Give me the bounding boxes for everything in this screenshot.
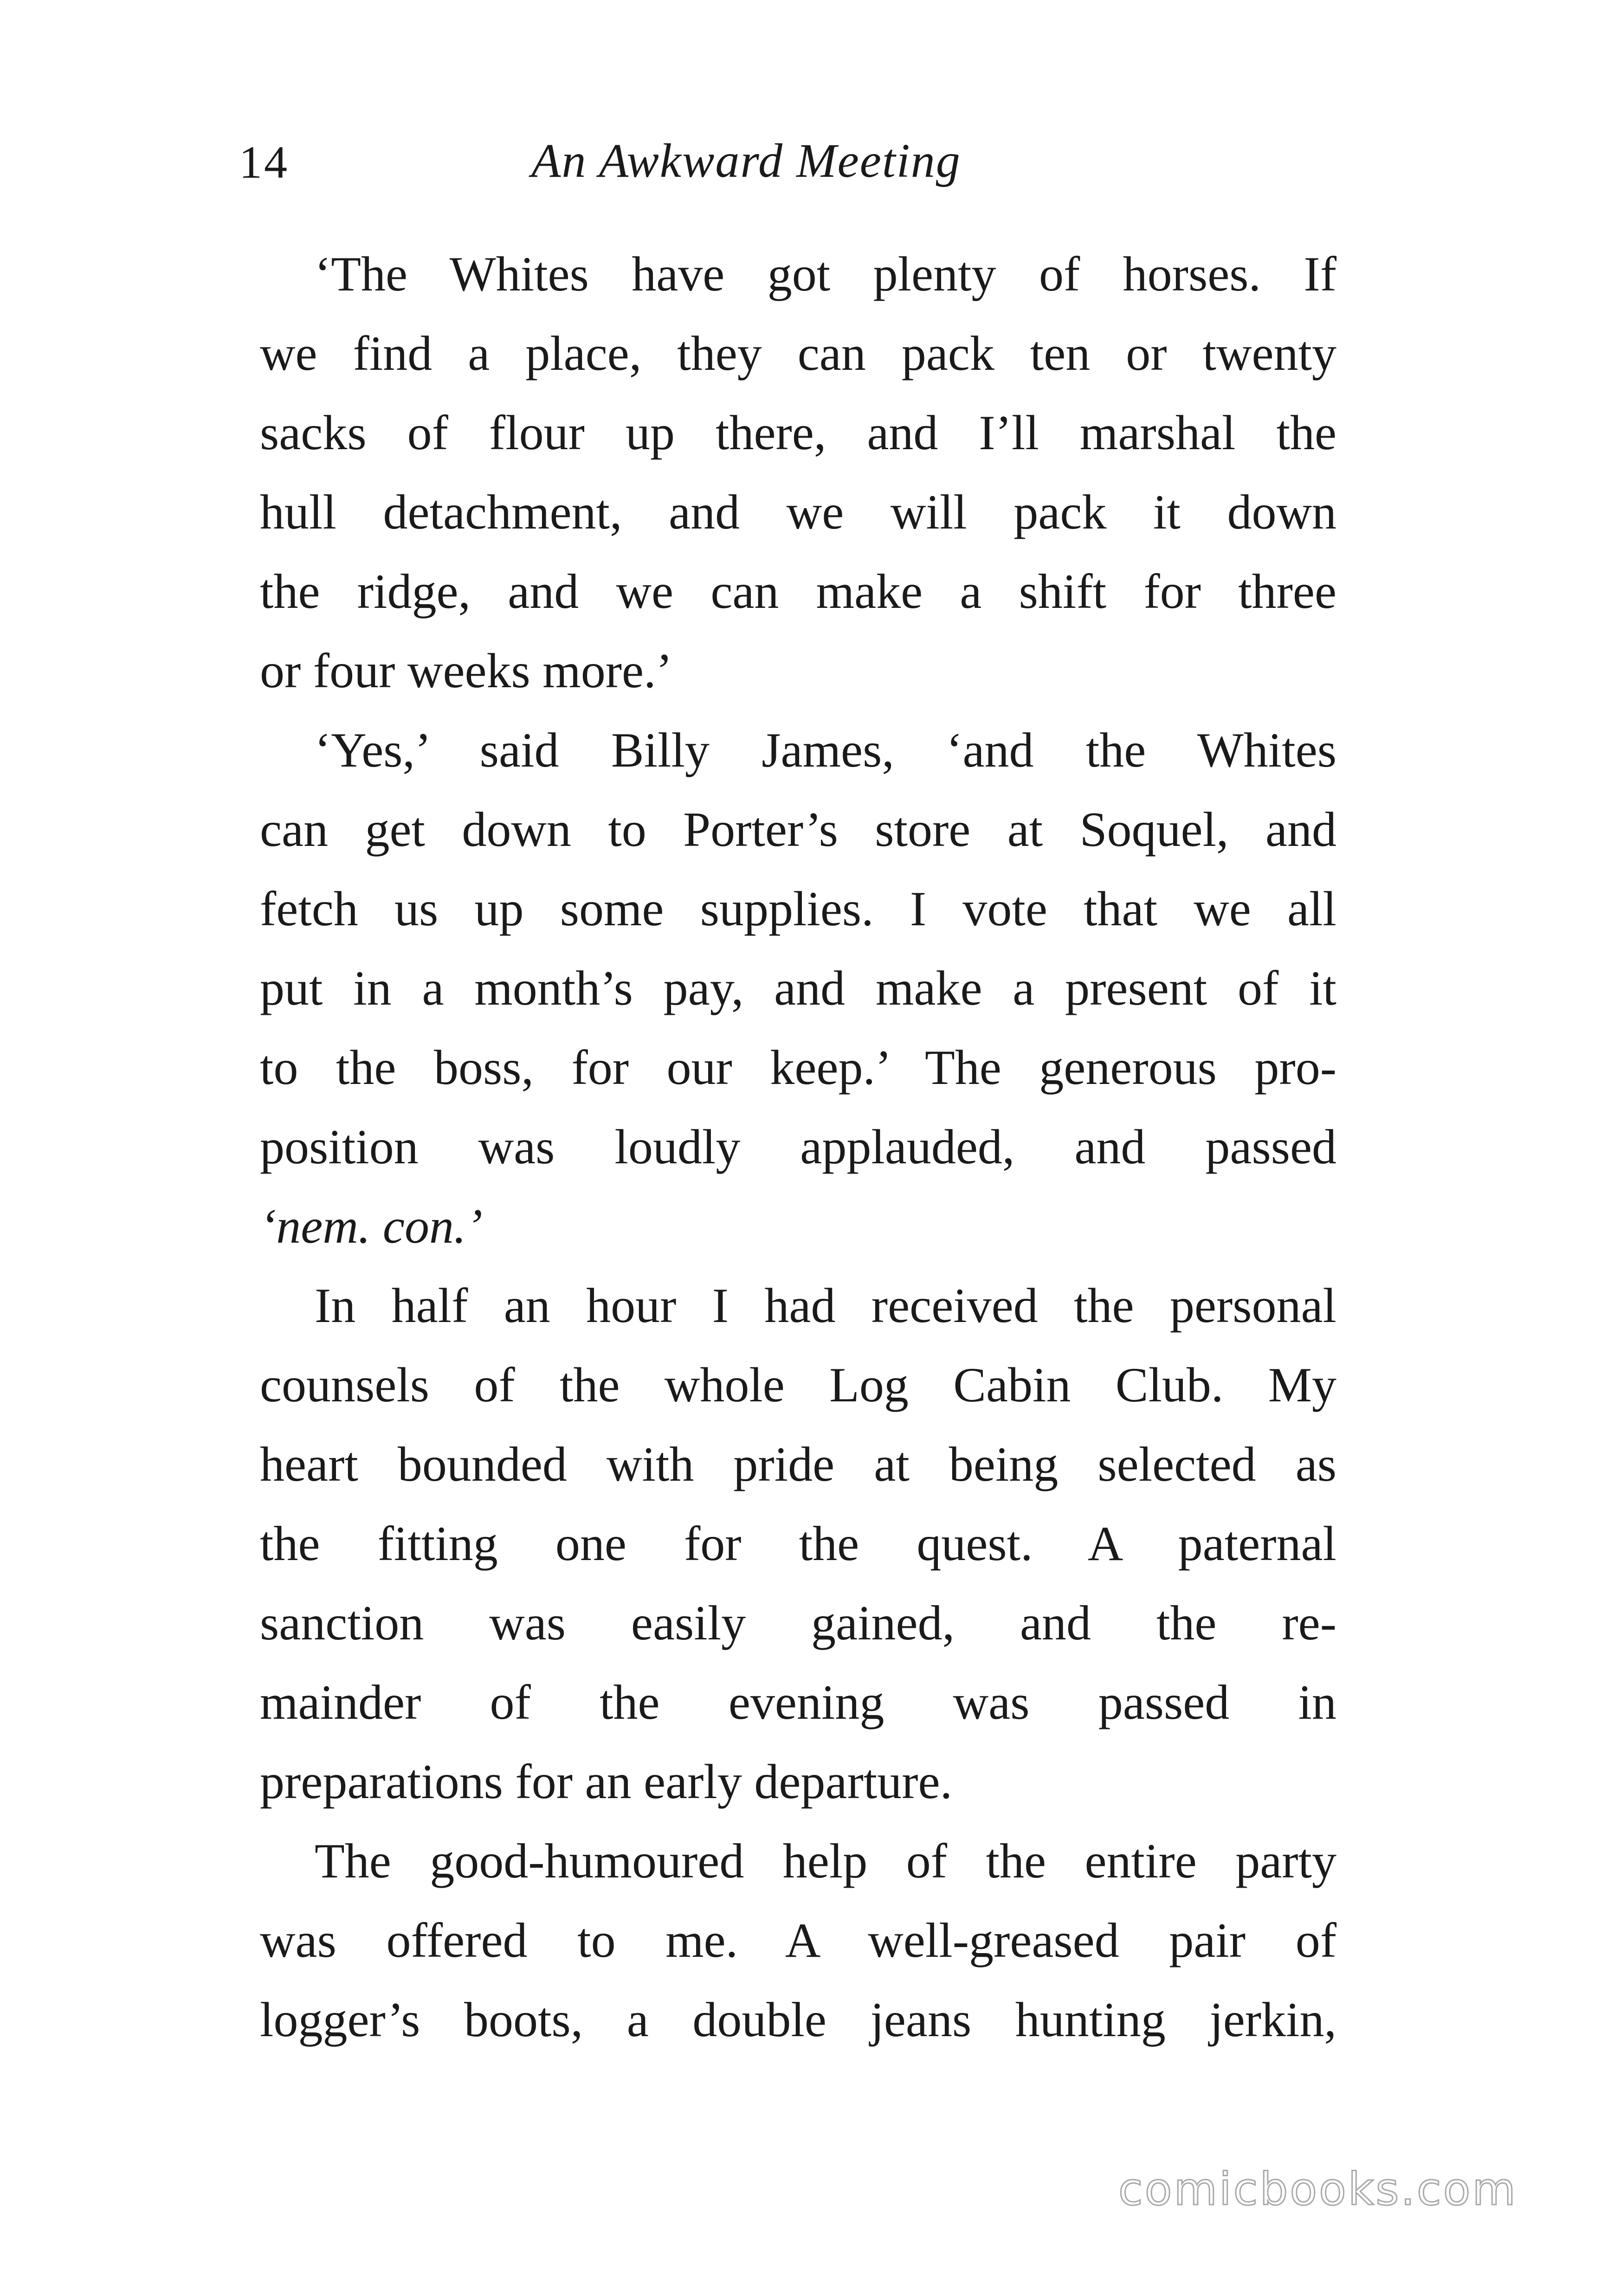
text-line: to the boss, for our keep.’ The generous pro- xyxy=(260,1040,1336,1095)
text-line: mainder of the evening was passed in xyxy=(260,1675,1336,1729)
text-line: counsels of the whole Log Cabin Club. My xyxy=(260,1358,1336,1412)
text-line: was offered to me. A well-greased pair of xyxy=(260,1913,1336,1967)
text-line: ‘The Whites have got plenty of horses. If xyxy=(315,247,1336,301)
page-number: 14 xyxy=(239,136,289,188)
paragraph xyxy=(260,710,1336,1266)
text-line: hull detachment, and we will pack it down xyxy=(260,485,1336,539)
text-line: or four weeks more.’ xyxy=(260,644,672,698)
text-line: the fitting one for the quest. A paternal xyxy=(260,1516,1336,1571)
watermark: comicbooks.com xyxy=(1118,2163,1517,2215)
text-line: The good-humoured help of the entire party xyxy=(315,1834,1336,1888)
text-line: preparations for an early departure. xyxy=(260,1754,953,1809)
text-line: position was loudly applauded, and passed xyxy=(260,1120,1336,1174)
body-text xyxy=(260,234,1336,2059)
text-line xyxy=(260,1187,1336,1266)
text-line: ‘Yes,’ said Billy James, ‘and the Whites xyxy=(315,723,1336,777)
paragraph xyxy=(260,234,1336,710)
italic-phrase: ‘nem. con.’ xyxy=(260,1199,483,1253)
text-line: can get down to Porter’s store at Soquel, and xyxy=(260,802,1336,857)
text-line: sanction was easily gained, and the re- xyxy=(260,1596,1336,1650)
text-line: logger’s boots, a double jeans hunting jerkin, xyxy=(260,1993,1336,2047)
text-line: fetch us up some supplies. I vote that we all xyxy=(260,882,1336,936)
text-line: sacks of flour up there, and I’ll marshal the xyxy=(260,406,1336,460)
paragraph xyxy=(260,1821,1336,2059)
text-line: In half an hour I had received the personal xyxy=(315,1278,1336,1333)
paragraph xyxy=(260,1266,1336,1821)
running-title: An Awkward Meeting xyxy=(531,134,961,187)
text-line: heart bounded with pride at being selected as xyxy=(260,1437,1336,1491)
text-line: the ridge, and we can make a shift for three xyxy=(260,564,1336,619)
text-line: we find a place, they can pack ten or twenty xyxy=(260,326,1336,381)
text-line: put in a month’s pay, and make a present of it xyxy=(260,961,1336,1015)
